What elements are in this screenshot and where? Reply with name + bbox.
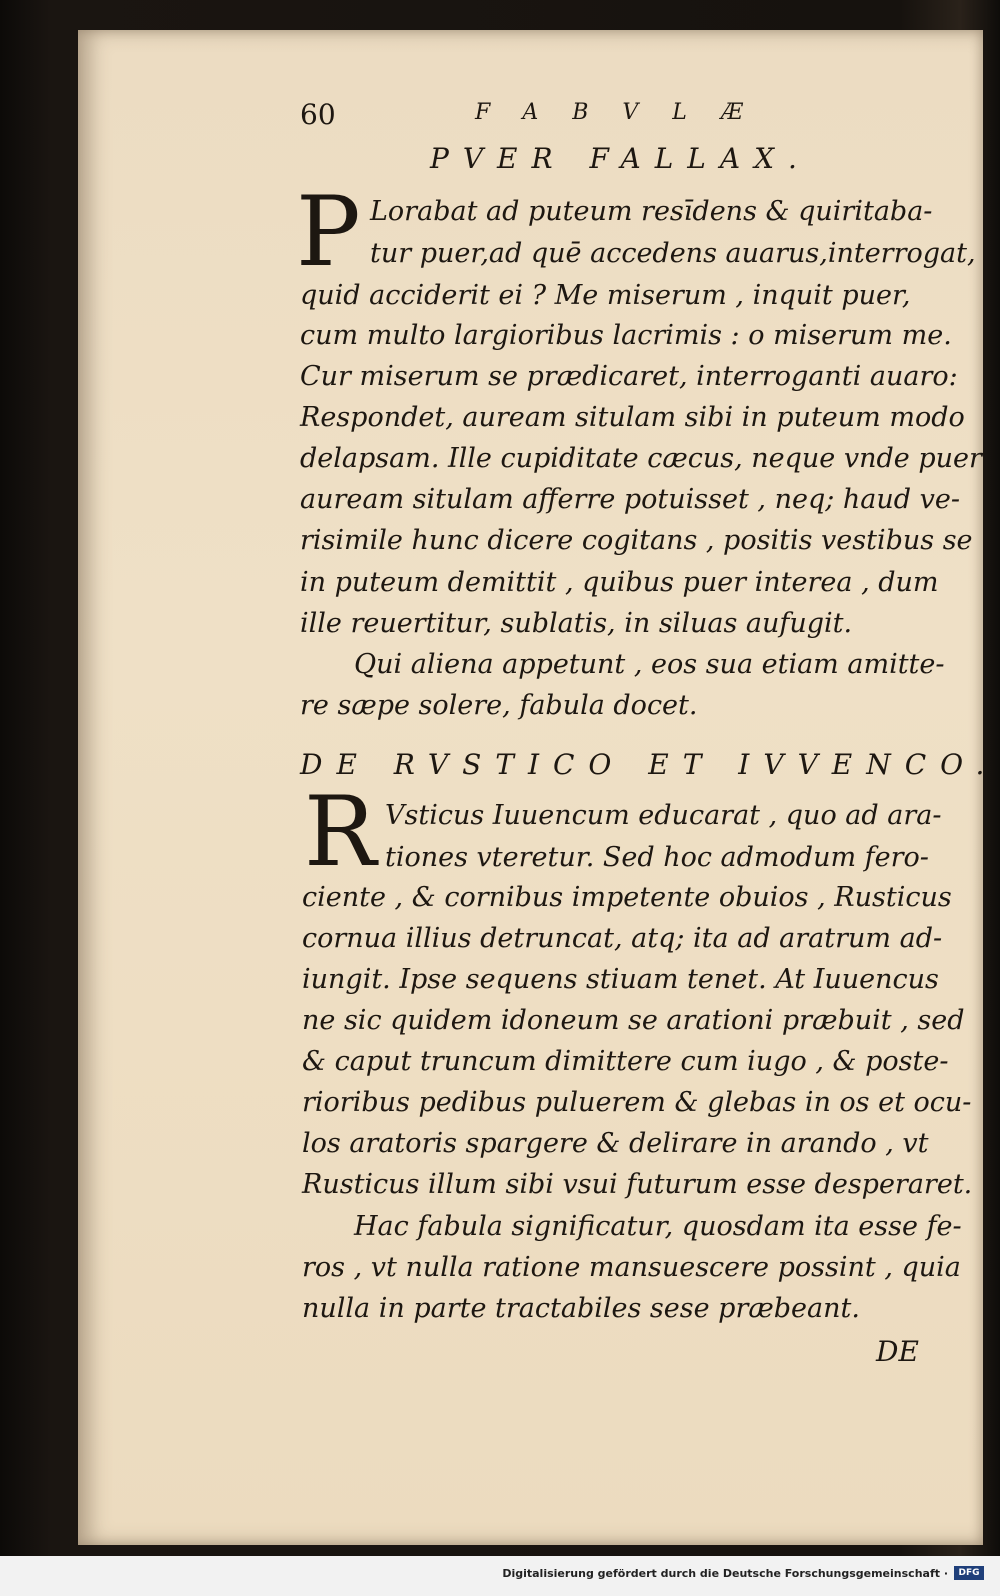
text-line: in puteum demittit , quibus puer interea , dum (300, 567, 939, 598)
running-head: FABVLÆ (475, 100, 777, 125)
text-line: Vsticus Iuuencum educarat , quo ad ara- (385, 800, 942, 831)
text-line: ros , vt nulla ratione mansuescere possint , quia (302, 1252, 961, 1283)
text-line: Hac fabula significatur, quosdam ita esse fe- (354, 1211, 962, 1242)
fable-title-2: DE RVSTICO ET IVVENCO. (300, 748, 999, 781)
text-line: iungit. Ipse sequens stiuam tenet. At Iuuencus (302, 964, 939, 995)
dropcap-r: R (304, 776, 377, 888)
text-line: & caput truncum dimittere cum iugo , & poste- (302, 1046, 949, 1077)
dropcap-p: P (296, 176, 361, 288)
text-line: rioribus pedibus puluerem & glebas in os et ocu- (302, 1087, 972, 1118)
text-line: cum multo largioribus lacrimis : o miserum me. (300, 320, 952, 351)
text-line: auream situlam afferre potuisset , neq; haud ve- (300, 484, 961, 515)
text-line: Cur miserum se prædicaret, interroganti auaro: (300, 361, 958, 392)
text-line: delapsam. Ille cupiditate cæcus, neque vnde puer (300, 443, 982, 474)
page-number: 60 (300, 98, 336, 131)
credit-text: Digitalisierung gefördert durch die Deutsche Forschungsgemeinschaft · (502, 1567, 948, 1580)
text-line: Respondet, auream situlam sibi in puteum modo (300, 402, 965, 433)
text-line: re sæpe solere, fabula docet. (300, 690, 698, 721)
text-line: Lorabat ad puteum resīdens & quiritaba- (370, 196, 933, 227)
text-line: ne sic quidem idoneum se arationi præbuit , sed (302, 1005, 965, 1036)
text-line: tur puer,ad quē accedens auarus,interrogat, (370, 238, 976, 269)
catchword: DE (876, 1335, 919, 1368)
text-line: Qui aliena appetunt , eos sua etiam amitte- (354, 649, 945, 680)
text-line: ille reuertitur, sublatis, in siluas aufugit. (300, 608, 853, 639)
text-line: los aratoris spargere & delirare in arando , vt (302, 1128, 929, 1159)
text-line: nulla in parte tractabiles sese præbeant. (302, 1293, 860, 1324)
text-line: quid acciderit ei ? Me miserum , inquit puer, (300, 280, 911, 311)
text-line: tiones vteretur. Sed hoc admodum fero- (385, 842, 929, 873)
text-line: cornua illius detruncat, atq; ita ad aratrum ad- (302, 923, 943, 954)
fable-title-1: PVER FALLAX. (430, 142, 811, 175)
text-line: ciente , & cornibus impetente obuios , Rusticus (302, 882, 952, 913)
dfg-logo: DFG (954, 1566, 984, 1580)
text-line: risimile hunc dicere cogitans , positis vestibus se (300, 525, 973, 556)
credit-bar (0, 1556, 1000, 1596)
text-line: Rusticus illum sibi vsui futurum esse desperaret. (302, 1169, 973, 1200)
